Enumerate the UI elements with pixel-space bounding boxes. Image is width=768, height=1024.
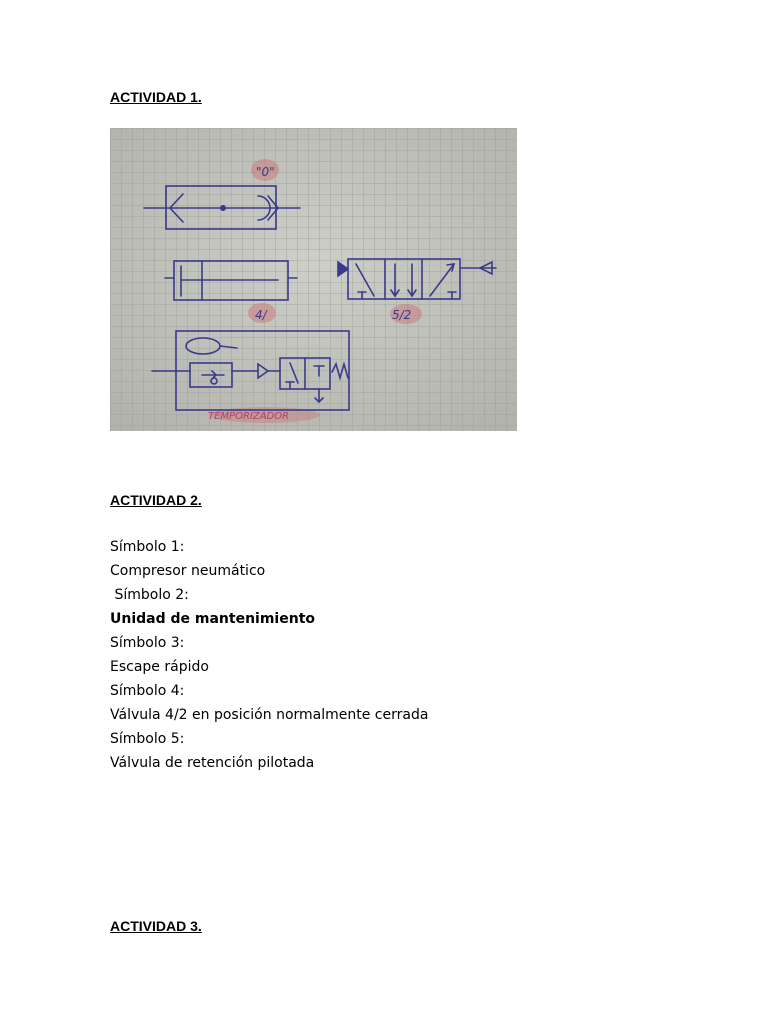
symbol-3-label: Símbolo 3: <box>110 635 185 651</box>
photo-label-4: 4/ <box>255 308 267 322</box>
activity-2-title: ACTIVIDAD 2. <box>110 492 202 508</box>
activity-2-answers <box>110 535 670 775</box>
handwritten-symbols-photo <box>110 128 517 431</box>
symbol-2-answer: Unidad de mantenimiento <box>110 611 316 627</box>
symbol-1-label: Símbolo 1: <box>110 539 185 555</box>
activity-1-title: ACTIVIDAD 1. <box>110 89 202 105</box>
symbol-5-answer: Válvula de retención pilotada <box>110 755 315 771</box>
symbol-4-answer: Válvula 4/2 en posición normalmente cerrada <box>110 707 429 723</box>
symbol-1-answer: Compresor neumático <box>110 563 266 579</box>
symbol-3-answer: Escape rápido <box>110 659 209 675</box>
symbol-5-label: Símbolo 5: <box>110 731 185 747</box>
symbol-2-label: Símbolo 2: <box>110 587 189 603</box>
photo-label-0: "0" <box>256 165 275 179</box>
photo-label-timer: TEMPORIZADOR <box>208 411 290 422</box>
photo-label-5-2: 5/2 <box>392 308 412 322</box>
activity-3-title: ACTIVIDAD 3. <box>110 918 202 934</box>
symbol-4-label: Símbolo 4: <box>110 683 185 699</box>
